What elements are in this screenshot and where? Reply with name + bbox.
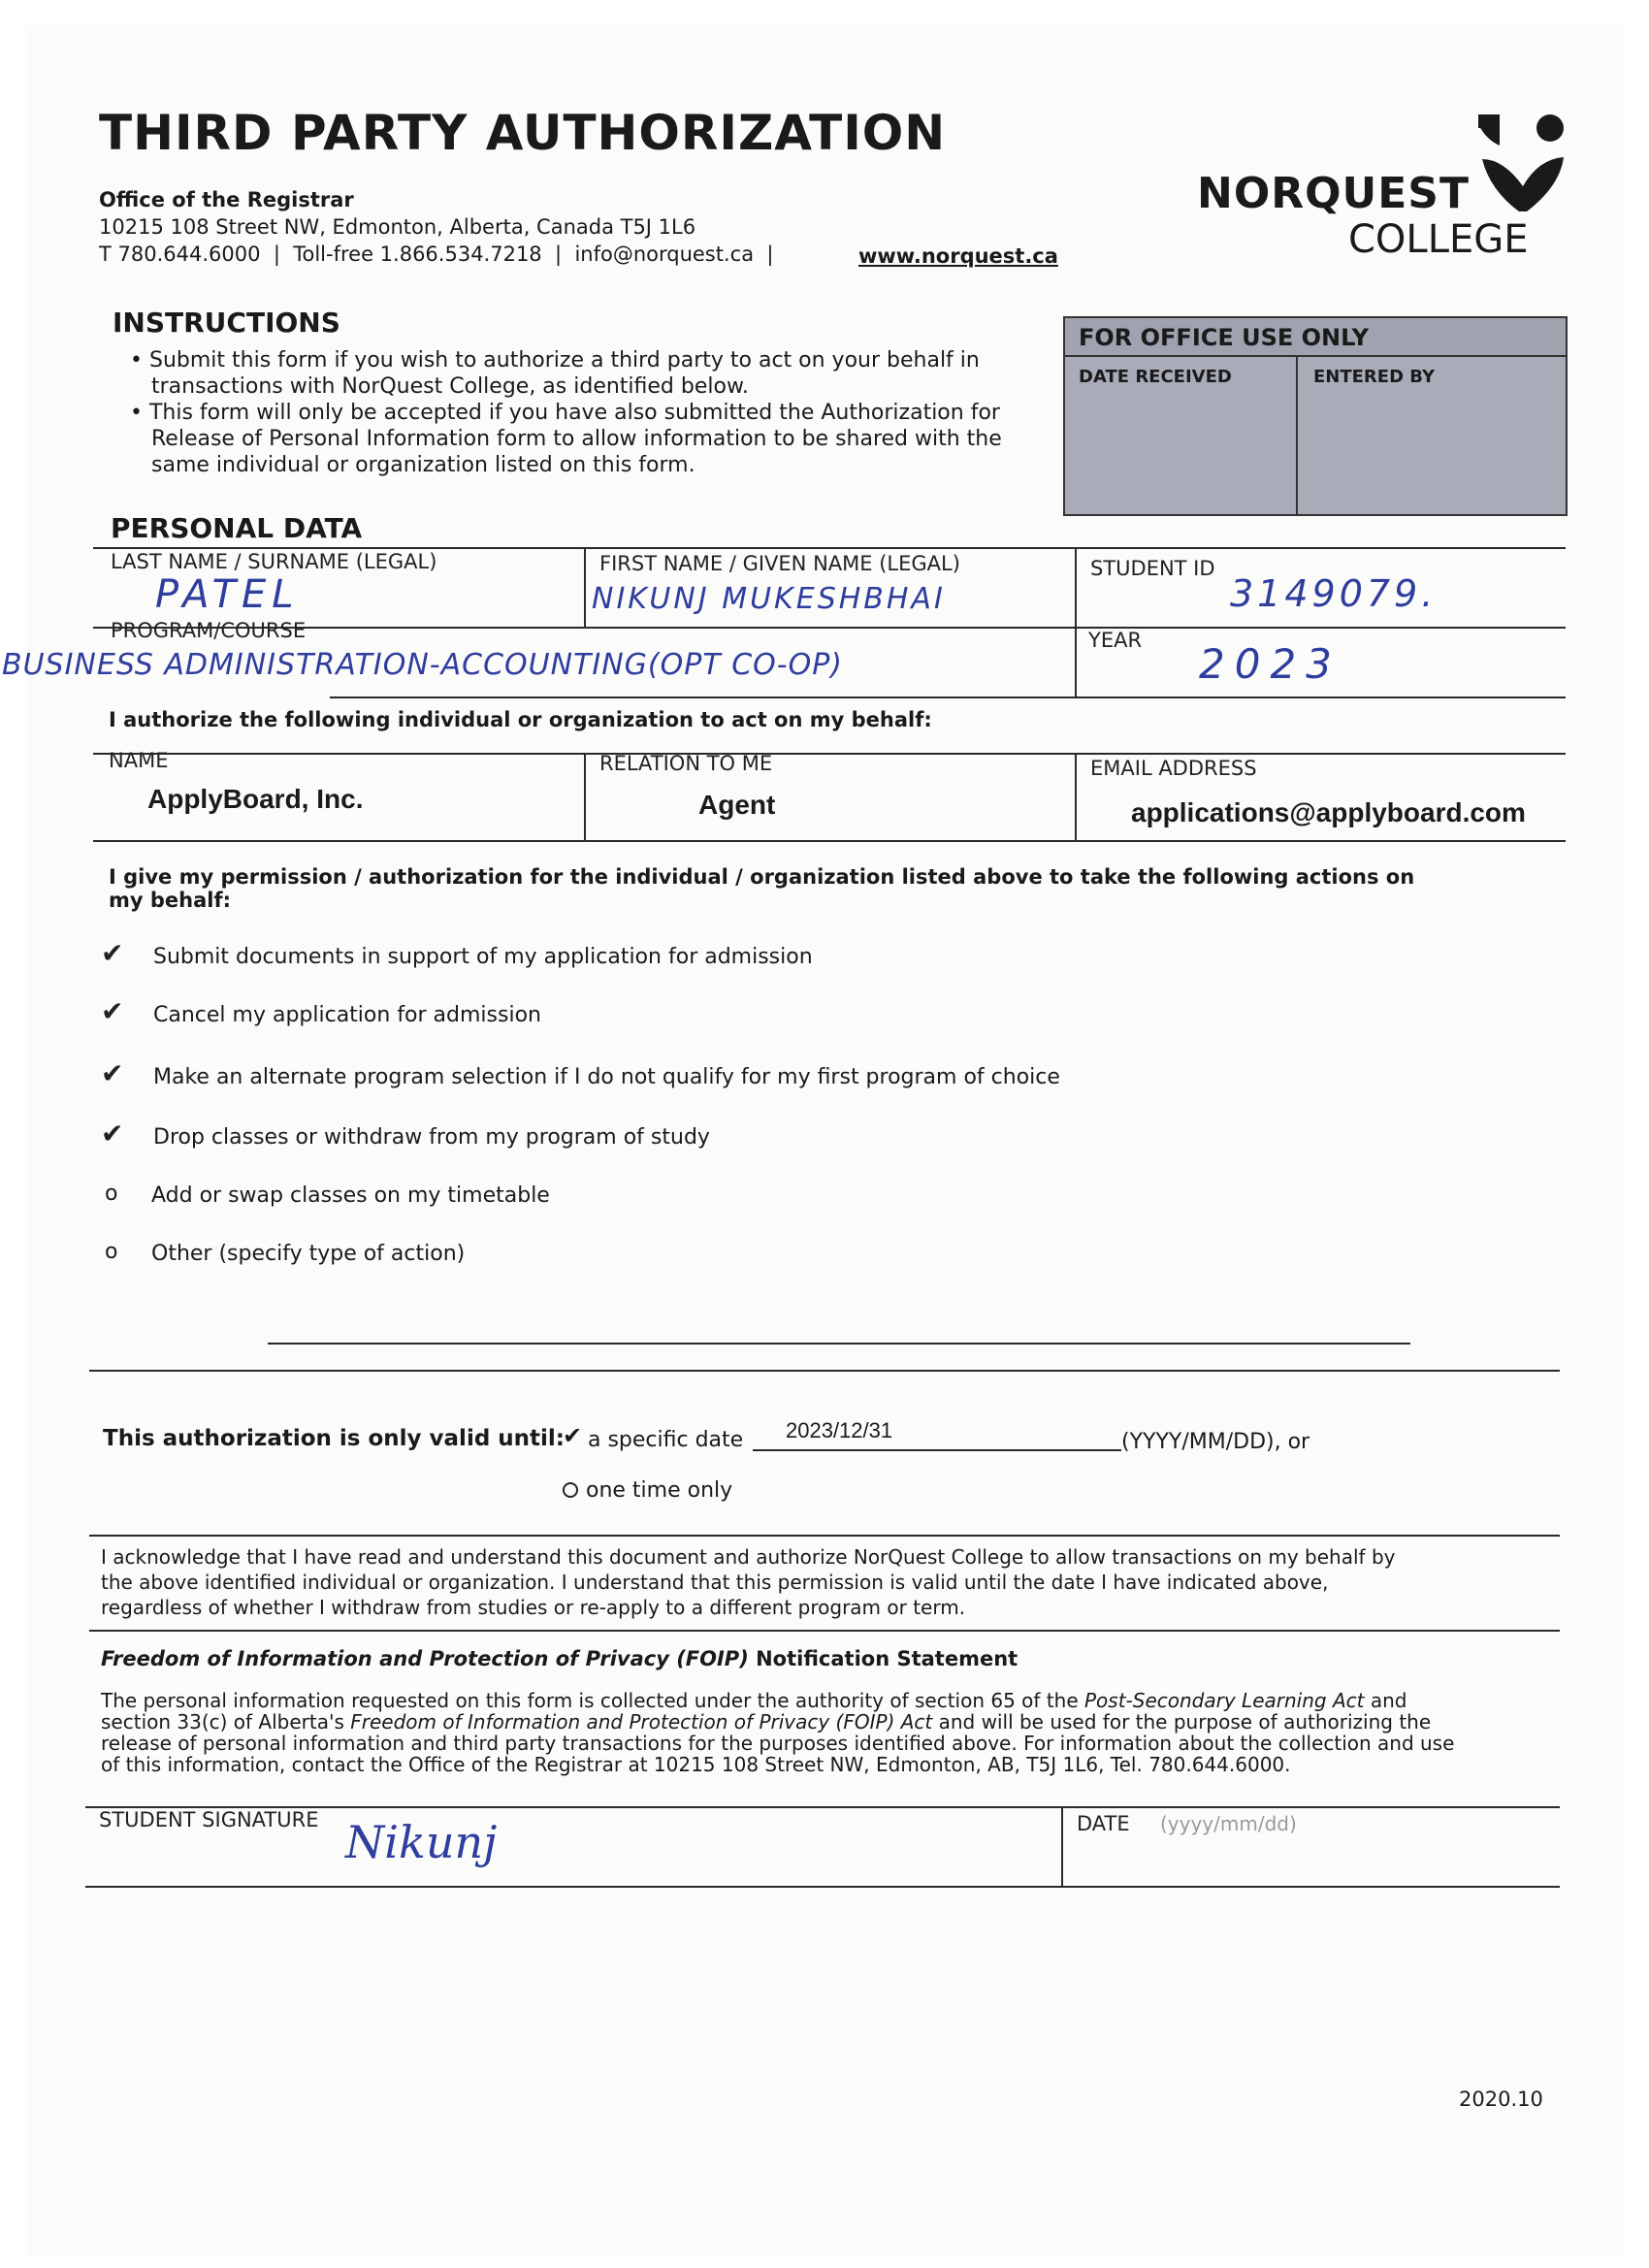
permission-statement-line: I give my permission / authorization for the individual / organization listed above to take the following actions on — [109, 865, 1415, 889]
logo-text-norquest: NORQUEST — [1197, 169, 1471, 218]
instructions-list — [130, 347, 1002, 478]
student-id-field[interactable]: 3149079. — [1230, 572, 1438, 615]
checkmark-icon[interactable]: ✔ — [101, 937, 124, 969]
year-label: YEAR — [1088, 629, 1143, 652]
instruction-item: • Submit this form if you wish to authorize a third party to act on your behalf in — [130, 348, 980, 373]
date-received-label: DATE RECEIVED — [1079, 367, 1232, 387]
radio-icon[interactable]: o — [105, 1182, 118, 1206]
norquest-logo-icon — [1476, 109, 1573, 215]
permission-label: Make an alternate program selection if I do not qualify for my first program of choice — [153, 1065, 1060, 1089]
acknowledgement-line: regardless of whether I withdraw from studies or re-apply to a different program or term. — [101, 1596, 966, 1619]
agent-name-label: NAME — [109, 749, 169, 772]
permission-label: Cancel my application for admission — [153, 1003, 541, 1027]
email-field[interactable]: applications@applyboard.com — [1131, 797, 1526, 827]
program-field[interactable]: BUSINESS ADMINISTRATION-ACCOUNTING(OPT CO-OP) — [2, 648, 843, 682]
foip-line: section 33(c) of Alberta's Freedom of Information and Protection of Privacy (FOIP) Act and will be used for the purpose of authorizing the — [101, 1710, 1432, 1733]
radio-icon[interactable]: o — [105, 1240, 118, 1264]
signature-label: STUDENT SIGNATURE — [99, 1808, 319, 1831]
instruction-text: same individual or organization listed on this form. — [151, 453, 695, 477]
signature-field[interactable]: Nikunj — [345, 1816, 498, 1868]
instruction-text: transactions with NorQuest College, as identified below. — [151, 374, 749, 399]
radio-icon[interactable] — [563, 1482, 578, 1498]
checkmark-icon[interactable]: ✔ — [563, 1422, 583, 1449]
acknowledgement-line: I acknowledge that I have read and understand this document and authorize NorQuest College to allow transactions on my behalf by — [101, 1545, 1396, 1569]
foip-heading: Freedom of Information and Protection of Privacy (FOIP) Notification Statement — [101, 1647, 1018, 1670]
date-field[interactable]: (yyyy/mm/dd) — [1160, 1812, 1297, 1835]
agent-name-field[interactable]: ApplyBoard, Inc. — [147, 784, 364, 814]
other-action-line[interactable] — [268, 1343, 1410, 1345]
form-version: 2020.10 — [1459, 2088, 1543, 2111]
entered-by-label: ENTERED BY — [1313, 367, 1436, 387]
instruction-text: Release of Personal Information form to allow information to be shared with the — [151, 427, 1002, 451]
email-label: EMAIL ADDRESS — [1090, 757, 1257, 780]
last-name-label: LAST NAME / SURNAME (LEGAL) — [111, 550, 437, 573]
acknowledgement-text — [101, 1544, 1395, 1620]
specific-date-label: a specific date — [588, 1428, 744, 1452]
permission-label: Submit documents in support of my application for admission — [153, 945, 813, 969]
website-link[interactable]: www.norquest.ca — [858, 244, 1058, 268]
office-name: Office of the Registrar — [99, 188, 354, 211]
permission-label: Add or swap classes on my timetable — [151, 1183, 550, 1208]
permission-label: Drop classes or withdraw from my program of study — [153, 1125, 710, 1150]
personal-data-heading: PERSONAL DATA — [111, 512, 363, 544]
foip-statement — [101, 1690, 1454, 1775]
office-use-box — [1063, 316, 1568, 516]
office-contact: T 780.644.6000 | Toll-free 1.866.534.7218 | info@norquest.ca | — [99, 243, 774, 266]
form-title: THIRD PARTY AUTHORIZATION — [99, 105, 947, 161]
instructions-heading: INSTRUCTIONS — [113, 307, 340, 339]
first-name-field[interactable]: NIKUNJ MUKESHBHAI — [592, 582, 946, 616]
specific-date-field[interactable]: 2023/12/31 — [786, 1418, 893, 1442]
student-id-label: STUDENT ID — [1090, 557, 1215, 580]
permission-statement-line: my behalf: — [109, 889, 232, 912]
instruction-item: • This form will only be accepted if you have also submitted the Authorization for — [130, 401, 1000, 425]
instruction-text: This form will only be accepted if you have also submitted the Authorization for — [148, 401, 1000, 425]
permission-label: Other (specify type of action) — [151, 1242, 466, 1266]
one-time-label: one time only — [586, 1478, 733, 1503]
office-address: 10215 108 Street NW, Edmonton, Alberta, Canada T5J 1L6 — [99, 215, 696, 239]
checkmark-icon[interactable]: ✔ — [101, 995, 124, 1027]
date-label: DATE — [1077, 1812, 1130, 1835]
first-name-label: FIRST NAME / GIVEN NAME (LEGAL) — [599, 552, 960, 575]
permission-statement — [109, 865, 1564, 912]
authorize-statement: I authorize the following individual or organization to act on my behalf: — [109, 708, 932, 731]
relation-field[interactable]: Agent — [698, 790, 776, 820]
date-format-label: (YYYY/MM/DD), or — [1121, 1430, 1310, 1454]
acknowledgement-line: the above identified individual or organization. I understand that this permission is valid until the date I have indicated above, — [101, 1571, 1329, 1594]
validity-statement: This authorization is only valid until: — [103, 1426, 566, 1451]
instruction-text: Submit this form if you wish to authorize a third party to act on your behalf in — [148, 348, 980, 373]
logo-text-college: COLLEGE — [1348, 217, 1529, 262]
program-label: PROGRAM/COURSE — [111, 619, 307, 642]
one-time-radio[interactable] — [563, 1482, 578, 1502]
checkmark-icon[interactable]: ✔ — [101, 1118, 124, 1150]
foip-line: release of personal information and third party transactions for the purposes identified above. For information about the collection and use — [101, 1732, 1455, 1755]
foip-line: of this information, contact the Office of the Registrar at 10215 108 Street NW, Edmonton, AB, T5J 1L6, Tel. 780.644.6000. — [101, 1753, 1291, 1776]
office-use-heading: FOR OFFICE USE ONLY — [1079, 324, 1370, 351]
foip-line: The personal information requested on this form is collected under the authority of section 65 of the Post-Secondary Learning Act and — [101, 1689, 1407, 1712]
relation-label: RELATION TO ME — [599, 752, 773, 775]
checkmark-icon[interactable]: ✔ — [101, 1057, 124, 1089]
year-field[interactable]: 2023 — [1199, 640, 1342, 688]
last-name-field[interactable]: PATEL — [155, 572, 300, 617]
